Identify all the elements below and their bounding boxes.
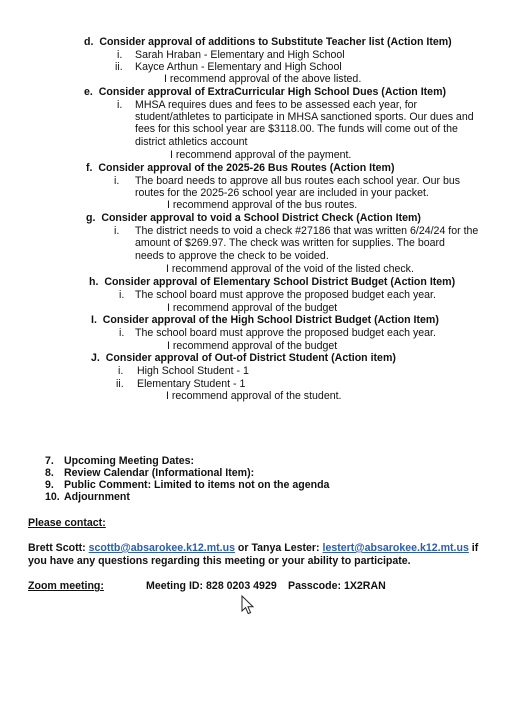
list-item-7-text: Upcoming Meeting Dates: bbox=[64, 455, 195, 467]
contact-line-1: Brett Scott: scottb@absarokee.k12.mt.us or Tanya Lester: lestert@absarokee.k12.mt.us if bbox=[28, 542, 479, 554]
item-d-heading: d. Consider approval of additions to Substitute Teacher list (Action Item) bbox=[84, 36, 452, 48]
email-link-lester[interactable]: lestert@absarokee.k12.mt.us bbox=[322, 542, 469, 554]
item-J-sub-2-num: ii. bbox=[116, 378, 124, 390]
item-d-title: Consider approval of additions to Substitute Teacher list (Action Item) bbox=[99, 36, 452, 48]
item-J-sub-2-text: Elementary Student - 1 bbox=[137, 378, 246, 390]
item-I-recommendation: I recommend approval of the budget bbox=[167, 340, 338, 352]
zoom-meeting-id: Meeting ID: 828 0203 4929 bbox=[146, 580, 277, 592]
item-e-line-3: fees for this school year are $3118.00. The funds will come out of the bbox=[135, 123, 458, 135]
item-h-heading: h. Consider approval of Elementary School District Budget (Action Item) bbox=[89, 276, 456, 288]
item-f-recommendation: I recommend approval of the bus routes. bbox=[167, 199, 358, 211]
item-J-title: Consider approval of Out-of District Student (Action item) bbox=[105, 352, 396, 364]
list-item-8: 8. bbox=[45, 467, 54, 479]
item-f-heading: f. Consider approval of the 2025-26 Bus Routes (Action Item) bbox=[86, 162, 395, 174]
item-I-title: Consider approval of the High School District Budget (Action Item) bbox=[102, 314, 439, 326]
list-item-7: 7. bbox=[45, 455, 54, 467]
item-g-line-2: amount of $269.97. The check was written for supplies. The board bbox=[135, 237, 445, 249]
item-e-sub-num: i. bbox=[117, 99, 123, 111]
email-link-scott[interactable]: scottb@absarokee.k12.mt.us bbox=[88, 542, 235, 554]
item-J-sub-1-num: i. bbox=[118, 365, 124, 377]
item-e-line-1: MHSA requires dues and fees to be assessed each year, for bbox=[135, 99, 418, 111]
item-h-line-1: The school board must approve the proposed budget each year. bbox=[135, 289, 436, 301]
contact-line-2: you have any questions regarding this meeting or your ability to participate. bbox=[28, 555, 411, 567]
item-d-sub-2: ii. bbox=[115, 61, 123, 73]
list-item-10-text: Adjournment bbox=[64, 491, 130, 503]
item-e-recommendation: I recommend approval of the payment. bbox=[170, 149, 352, 161]
item-g-line-3: needs to approve the check to be voided. bbox=[135, 250, 329, 262]
item-h-recommendation: I recommend approval of the budget bbox=[167, 302, 338, 314]
list-item-9-text: Public Comment: Limited to items not on the agenda bbox=[64, 479, 330, 491]
list-item-9: 9. bbox=[45, 479, 54, 491]
list-item-8-text: Review Calendar (Informational Item): bbox=[64, 467, 255, 479]
item-g-recommendation: I recommend approval of the void of the listed check. bbox=[166, 263, 414, 275]
zoom-label: Zoom meeting: bbox=[28, 580, 104, 592]
item-g-heading: g. Consider approval to void a School District Check (Action Item) bbox=[86, 212, 421, 224]
item-J-sub-1-text: High School Student - 1 bbox=[137, 365, 249, 377]
item-e-title: Consider approval of ExtraCurricular High School Dues (Action Item) bbox=[98, 86, 447, 98]
contact-heading: Please contact: bbox=[28, 517, 106, 529]
list-item-10: 10. bbox=[45, 491, 60, 503]
item-e-line-2: student/athletes to participate in MHSA sanctioned sports. Our dues and bbox=[135, 111, 474, 123]
item-d-sub-1-text: Sarah Hraban - Elementary and High School bbox=[135, 49, 345, 61]
item-I-sub-num: i. bbox=[119, 327, 125, 339]
item-d-recommendation: I recommend approval of the above listed. bbox=[164, 73, 362, 85]
item-J-recommendation: I recommend approval of the student. bbox=[166, 390, 342, 402]
item-f-title: Consider approval of the 2025-26 Bus Routes (Action Item) bbox=[98, 162, 395, 174]
item-f-sub-num: i. bbox=[114, 175, 120, 187]
item-I-heading: I. Consider approval of the High School District Budget (Action Item) bbox=[91, 314, 439, 326]
item-g-line-1: The district needs to void a check #27186 that was written 6/24/24 for the bbox=[135, 225, 479, 237]
zoom-passcode: Passcode: 1X2RAN bbox=[288, 580, 386, 592]
item-h-title: Consider approval of Elementary School District Budget (Action Item) bbox=[104, 276, 456, 288]
item-g-sub-num: i. bbox=[114, 225, 120, 237]
item-f-line-1: The board needs to approve all bus routes each school year. Our bus bbox=[135, 175, 461, 187]
item-h-sub-num: i. bbox=[119, 289, 125, 301]
item-e-line-4: district athletics account bbox=[135, 136, 248, 148]
item-d-sub-1: i. bbox=[117, 49, 123, 61]
item-g-title: Consider approval to void a School District Check (Action Item) bbox=[101, 212, 421, 224]
contact-name-2: or Tanya Lester: bbox=[234, 542, 323, 554]
mouse-pointer-icon bbox=[241, 595, 255, 615]
contact-name-1: Brett Scott: bbox=[28, 542, 89, 554]
item-J-heading: J. Consider approval of Out-of District Student (Action item) bbox=[91, 352, 396, 364]
item-d-sub-2-text: Kayce Arthun - Elementary and High School bbox=[135, 61, 342, 73]
item-I-line-1: The school board must approve the proposed budget each year. bbox=[135, 327, 436, 339]
item-e-heading: e. Consider approval of ExtraCurricular High School Dues (Action Item) bbox=[84, 86, 447, 98]
item-f-line-2: routes for the 2025-26 school year are included in your packet. bbox=[135, 187, 429, 199]
